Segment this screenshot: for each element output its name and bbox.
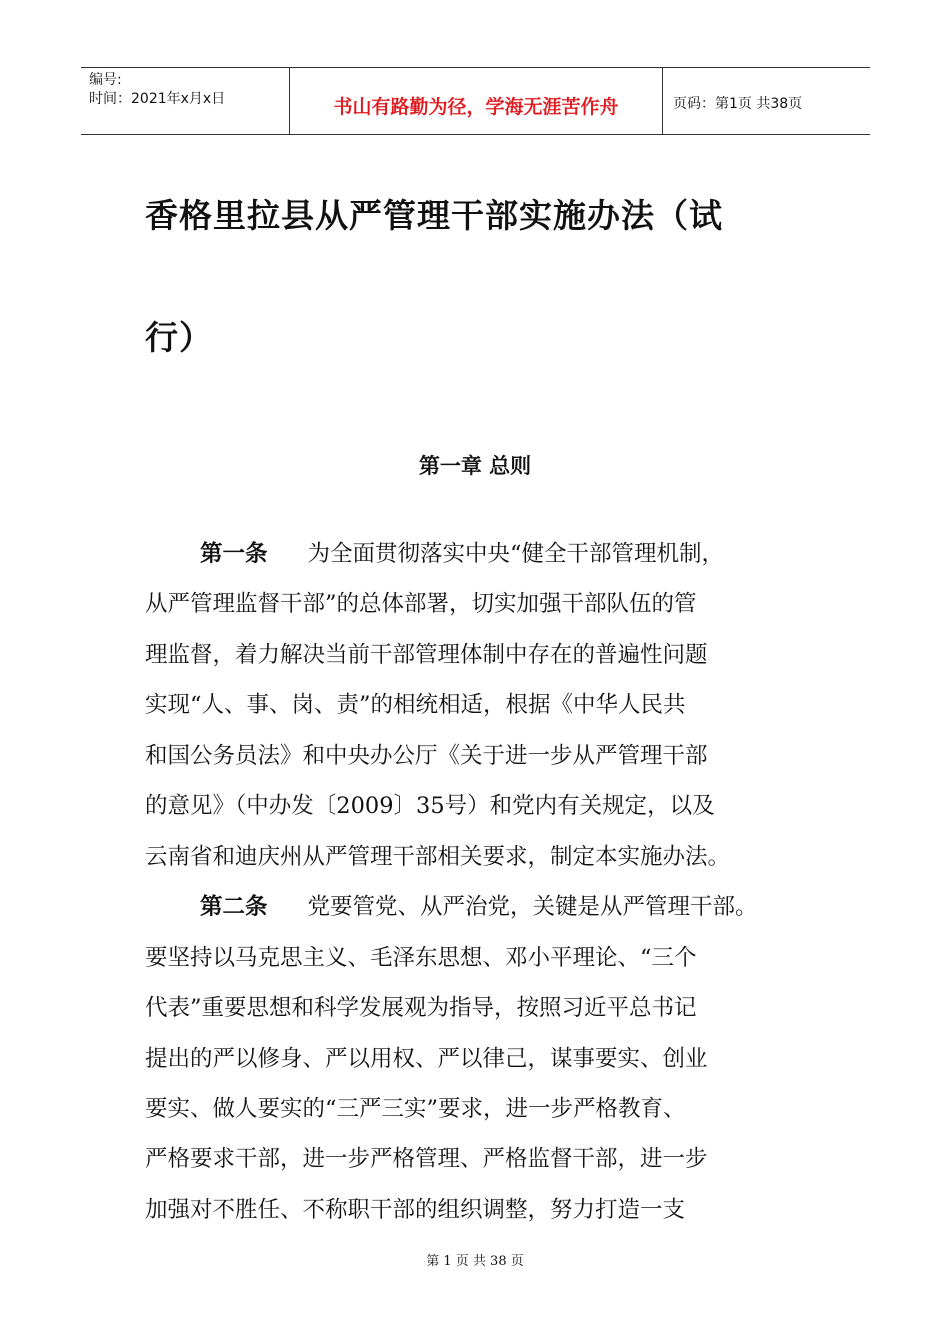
article1-first-text: 为全面贯彻落实中央“健全干部管理机制， — [307, 541, 725, 567]
article1-line: 理监督，着力解决当前干部管理体制中存在的普遍性问题 — [145, 642, 708, 668]
article2-line: 代表”重要思想和科学发展观为指导，按照习近平总书记 — [145, 995, 697, 1021]
article2-first-text: 党要管党、从严治党，关键是从严管理干部。 — [307, 894, 758, 920]
article2-first-line — [145, 892, 758, 922]
article1-line: 云南省和迪庆州从严管理干部相关要求，制定本实施办法。 — [145, 844, 731, 870]
header-meta-cell — [81, 68, 290, 135]
number-label: 编号: — [89, 72, 122, 88]
article1-line: 实现“人、事、岗、责”的相统相适，根据《中华人民共 — [145, 692, 686, 718]
article2-line: 要实、做人要实的“三严三实”要求，进一步严格教育、 — [145, 1096, 686, 1122]
document-header — [81, 67, 870, 135]
chapter-heading: 第一章 总则 — [418, 454, 532, 478]
article1-line: 从严管理监督干部”的总体部署，切实加强干部队伍的管 — [145, 591, 697, 617]
page-footer: 第 1 页 共 38 页 — [426, 1254, 524, 1269]
article1-line: 和国公务员法》和中央办公厅《关于进一步从严管理干部 — [145, 743, 708, 769]
article1-first-line — [145, 539, 724, 569]
article2-line: 提出的严以修身、严以用权、严以律己，谋事要实、创业 — [145, 1046, 708, 1072]
time-label: 时间：2021年x月x日 — [89, 91, 226, 107]
article2-label: 第二条 — [200, 894, 268, 920]
article2-line: 严格要求干部，进一步严格管理、严格监督干部，进一步 — [145, 1146, 708, 1172]
article2-line: 要坚持以马克思主义、毛泽东思想、邓小平理论、“三个 — [145, 945, 697, 971]
header-motto: 书山有路勤为径，学海无涯苦作舟 — [290, 68, 663, 135]
document-title-line1: 香格里拉县从严管理干部实施办法（试 — [145, 196, 723, 235]
article1-line: 的意见》（中办发〔2009〕35号）和党内有关规定，以及 — [145, 793, 715, 819]
article2-line: 加强对不胜任、不称职干部的组织调整，努力打造一支 — [145, 1197, 686, 1223]
document-title-line2: 行） — [145, 318, 213, 357]
header-page-code: 页码：第1页 共38页 — [663, 68, 871, 135]
article1-label: 第一条 — [200, 541, 268, 567]
